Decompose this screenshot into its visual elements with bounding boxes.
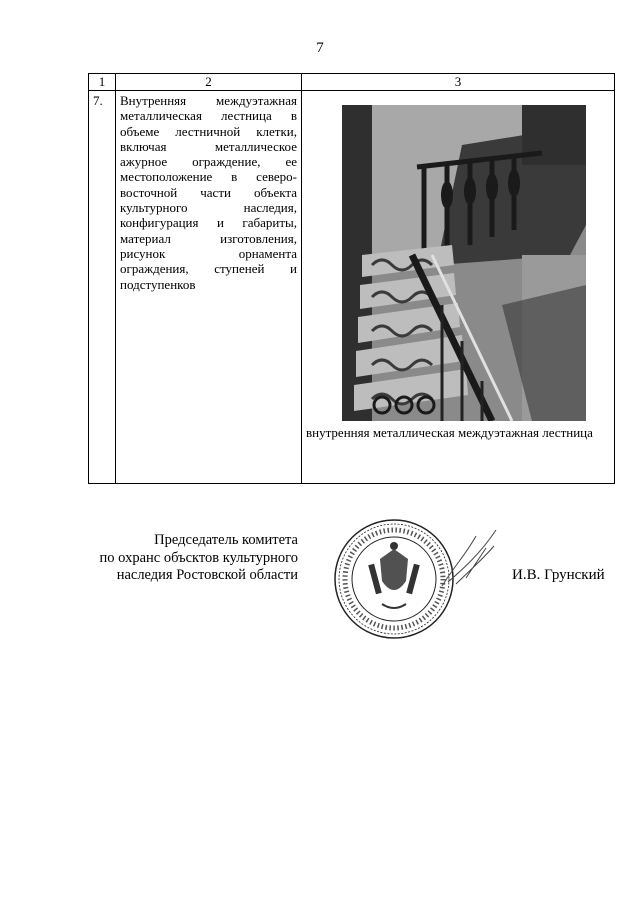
staircase-photo bbox=[342, 105, 586, 421]
signer-position bbox=[60, 532, 298, 585]
page-number: 7 bbox=[316, 40, 324, 56]
row-number: 7. bbox=[89, 91, 116, 484]
signer-position-line-1: Председатель комитета bbox=[154, 532, 298, 548]
signer-name: И.В. Грунский bbox=[512, 567, 605, 583]
signer-position-line-2: по охранс объсктов культурного bbox=[99, 549, 298, 566]
column-header-3: 3 bbox=[302, 74, 615, 91]
description-text: Внутренняя междуэтажная металлическая лестница в объеме лестничной клетки, включая металлическое ажурное ограждение, ее местоположение в северо-восточной части объекта культурного наследия, конфигурация и габариты, материал изготовления, рисунок орнамента ограждения, ступеней и подступенков bbox=[120, 93, 297, 292]
row-description bbox=[116, 91, 302, 484]
heritage-elements-table bbox=[88, 73, 615, 484]
photo-caption: внутренняя металлическая междуэтажная лестница bbox=[306, 425, 593, 440]
signer-position-line-3: наследия Ростовской области bbox=[116, 567, 298, 583]
table-header-row bbox=[89, 74, 615, 91]
table-row bbox=[89, 91, 615, 484]
handwritten-signature bbox=[436, 524, 502, 594]
column-header-2: 2 bbox=[116, 74, 302, 91]
column-header-1: 1 bbox=[89, 74, 116, 91]
row-photo-cell bbox=[302, 91, 615, 484]
